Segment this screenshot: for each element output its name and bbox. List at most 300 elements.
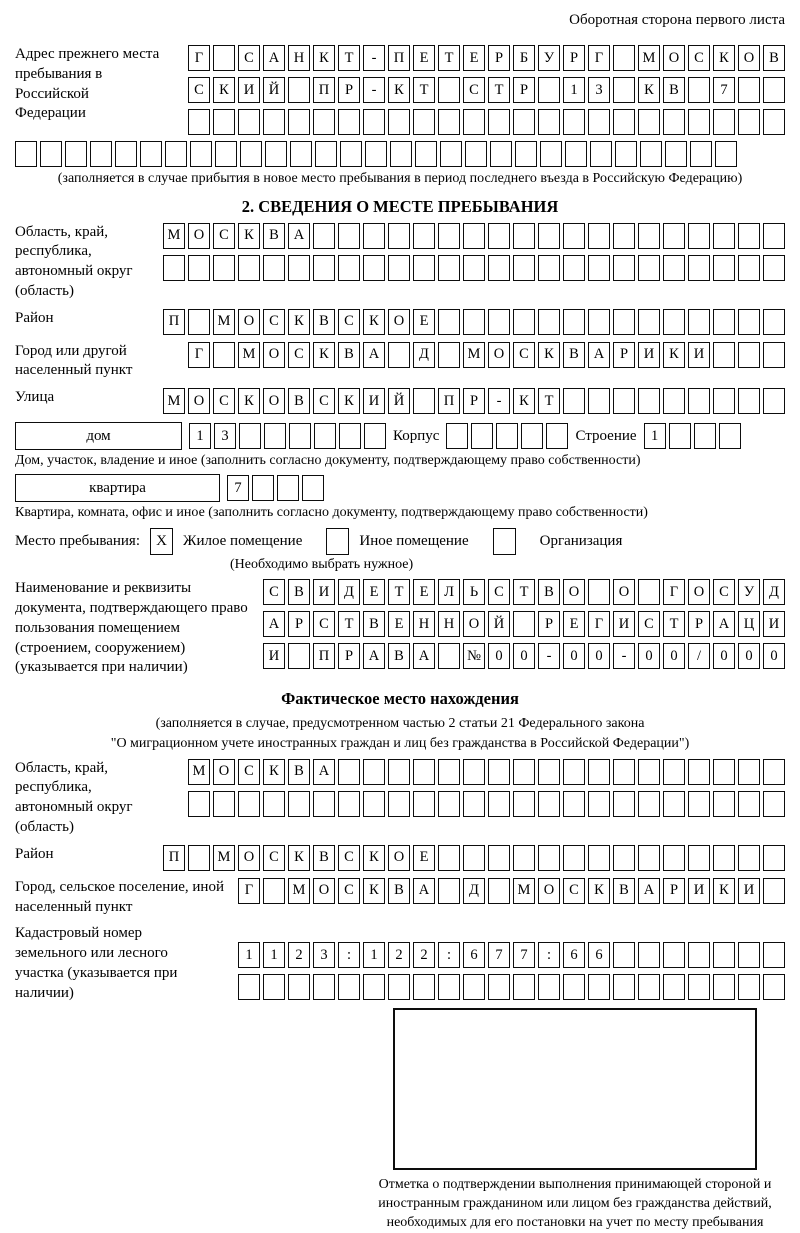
char-cell[interactable]: [438, 845, 460, 871]
char-cell[interactable]: А: [288, 223, 310, 249]
char-cell[interactable]: Н: [288, 45, 310, 71]
char-cell[interactable]: [513, 791, 535, 817]
char-cell[interactable]: [763, 309, 785, 335]
char-cell[interactable]: [438, 77, 460, 103]
char-cell[interactable]: К: [238, 388, 260, 414]
char-cell[interactable]: [338, 791, 360, 817]
char-cell[interactable]: 7: [488, 942, 510, 968]
char-cell[interactable]: [263, 878, 285, 904]
char-cell[interactable]: [513, 974, 535, 1000]
checkbox-other-premises[interactable]: [326, 528, 349, 555]
char-cell[interactable]: А: [363, 342, 385, 368]
char-cell[interactable]: 0: [513, 643, 535, 669]
char-cell[interactable]: 0: [738, 643, 760, 669]
char-cell[interactable]: [638, 942, 660, 968]
char-cell[interactable]: Т: [663, 611, 685, 637]
char-cell[interactable]: [688, 109, 710, 135]
char-cell[interactable]: О: [238, 845, 260, 871]
char-cell[interactable]: И: [363, 388, 385, 414]
char-cell[interactable]: 2: [388, 942, 410, 968]
char-cell[interactable]: Т: [413, 77, 435, 103]
char-cell[interactable]: Й: [488, 611, 510, 637]
char-cell[interactable]: Л: [438, 579, 460, 605]
char-cell[interactable]: Т: [388, 579, 410, 605]
char-cell[interactable]: [188, 845, 210, 871]
char-cell[interactable]: 2: [413, 942, 435, 968]
char-cell[interactable]: И: [763, 611, 785, 637]
char-cell[interactable]: [215, 141, 237, 167]
char-cell[interactable]: К: [288, 309, 310, 335]
char-cell[interactable]: С: [263, 309, 285, 335]
char-cell[interactable]: С: [563, 878, 585, 904]
char-cell[interactable]: О: [263, 342, 285, 368]
char-cell[interactable]: 1: [189, 423, 211, 449]
char-cell[interactable]: 6: [563, 942, 585, 968]
char-cell[interactable]: [615, 141, 637, 167]
char-cell[interactable]: [638, 223, 660, 249]
char-cell[interactable]: Е: [363, 579, 385, 605]
char-cell[interactable]: [513, 611, 535, 637]
char-cell[interactable]: [663, 388, 685, 414]
char-cell[interactable]: [438, 791, 460, 817]
char-cell[interactable]: [513, 759, 535, 785]
char-cell[interactable]: -: [363, 77, 385, 103]
char-cell[interactable]: [713, 942, 735, 968]
char-cell[interactable]: [213, 255, 235, 281]
checkbox-organization[interactable]: [493, 528, 516, 555]
char-cell[interactable]: В: [538, 579, 560, 605]
char-cell[interactable]: Г: [188, 342, 210, 368]
char-cell[interactable]: [538, 759, 560, 785]
char-cell[interactable]: В: [763, 45, 785, 71]
char-cell[interactable]: [463, 791, 485, 817]
char-cell[interactable]: [688, 845, 710, 871]
char-cell[interactable]: [663, 942, 685, 968]
char-cell[interactable]: С: [213, 223, 235, 249]
char-cell[interactable]: [165, 141, 187, 167]
char-cell[interactable]: К: [338, 388, 360, 414]
char-cell[interactable]: [663, 109, 685, 135]
char-cell[interactable]: [669, 423, 691, 449]
char-cell[interactable]: [288, 255, 310, 281]
char-cell[interactable]: [513, 845, 535, 871]
char-cell[interactable]: [239, 423, 261, 449]
char-cell[interactable]: А: [638, 878, 660, 904]
char-cell[interactable]: [488, 109, 510, 135]
char-cell[interactable]: [638, 309, 660, 335]
char-cell[interactable]: О: [188, 388, 210, 414]
char-cell[interactable]: С: [313, 388, 335, 414]
char-cell[interactable]: [738, 974, 760, 1000]
checkbox-residential[interactable]: X: [150, 528, 173, 555]
char-cell[interactable]: О: [488, 342, 510, 368]
char-cell[interactable]: К: [363, 845, 385, 871]
char-cell[interactable]: [538, 223, 560, 249]
char-cell[interactable]: Д: [413, 342, 435, 368]
char-cell[interactable]: А: [263, 45, 285, 71]
char-cell[interactable]: [738, 109, 760, 135]
char-cell[interactable]: Р: [288, 611, 310, 637]
char-cell[interactable]: [713, 388, 735, 414]
char-cell[interactable]: :: [438, 942, 460, 968]
char-cell[interactable]: В: [663, 77, 685, 103]
char-cell[interactable]: [688, 309, 710, 335]
char-cell[interactable]: [638, 974, 660, 1000]
char-cell[interactable]: М: [513, 878, 535, 904]
char-cell[interactable]: М: [213, 845, 235, 871]
char-cell[interactable]: [513, 223, 535, 249]
char-cell[interactable]: [613, 255, 635, 281]
char-cell[interactable]: [40, 141, 62, 167]
char-cell[interactable]: [588, 579, 610, 605]
char-cell[interactable]: Р: [338, 77, 360, 103]
char-cell[interactable]: Н: [438, 611, 460, 637]
char-cell[interactable]: [488, 309, 510, 335]
char-cell[interactable]: С: [338, 878, 360, 904]
char-cell[interactable]: У: [738, 579, 760, 605]
apartment-type-box[interactable]: квартира: [15, 474, 220, 502]
char-cell[interactable]: [588, 791, 610, 817]
char-cell[interactable]: [738, 845, 760, 871]
char-cell[interactable]: [314, 423, 336, 449]
char-cell[interactable]: Й: [388, 388, 410, 414]
char-cell[interactable]: [613, 791, 635, 817]
char-cell[interactable]: [613, 942, 635, 968]
char-cell[interactable]: [438, 342, 460, 368]
char-cell[interactable]: [413, 223, 435, 249]
char-cell[interactable]: [688, 759, 710, 785]
char-cell[interactable]: [713, 109, 735, 135]
char-cell[interactable]: [213, 109, 235, 135]
char-cell[interactable]: [413, 109, 435, 135]
char-cell[interactable]: Р: [338, 643, 360, 669]
char-cell[interactable]: [565, 141, 587, 167]
char-cell[interactable]: [640, 141, 662, 167]
char-cell[interactable]: П: [163, 309, 185, 335]
char-cell[interactable]: В: [563, 342, 585, 368]
char-cell[interactable]: :: [538, 942, 560, 968]
char-cell[interactable]: К: [538, 342, 560, 368]
char-cell[interactable]: [588, 388, 610, 414]
char-cell[interactable]: [763, 223, 785, 249]
char-cell[interactable]: Г: [188, 45, 210, 71]
char-cell[interactable]: И: [638, 342, 660, 368]
char-cell[interactable]: А: [313, 759, 335, 785]
char-cell[interactable]: С: [463, 77, 485, 103]
char-cell[interactable]: [763, 109, 785, 135]
char-cell[interactable]: [738, 223, 760, 249]
char-cell[interactable]: Г: [663, 579, 685, 605]
char-cell[interactable]: [338, 255, 360, 281]
char-cell[interactable]: [613, 759, 635, 785]
char-cell[interactable]: С: [713, 579, 735, 605]
char-cell[interactable]: [363, 974, 385, 1000]
char-cell[interactable]: [613, 974, 635, 1000]
char-cell[interactable]: Р: [563, 45, 585, 71]
char-cell[interactable]: Ц: [738, 611, 760, 637]
char-cell[interactable]: Р: [513, 77, 535, 103]
char-cell[interactable]: [238, 791, 260, 817]
char-cell[interactable]: [588, 845, 610, 871]
char-cell[interactable]: /: [688, 643, 710, 669]
char-cell[interactable]: [438, 255, 460, 281]
char-cell[interactable]: И: [688, 878, 710, 904]
char-cell[interactable]: [713, 845, 735, 871]
char-cell[interactable]: А: [413, 643, 435, 669]
char-cell[interactable]: О: [463, 611, 485, 637]
char-cell[interactable]: [563, 974, 585, 1000]
char-cell[interactable]: [140, 141, 162, 167]
char-cell[interactable]: П: [438, 388, 460, 414]
char-cell[interactable]: [313, 974, 335, 1000]
char-cell[interactable]: 0: [663, 643, 685, 669]
char-cell[interactable]: В: [313, 845, 335, 871]
char-cell[interactable]: [613, 309, 635, 335]
house-type-box[interactable]: дом: [15, 422, 182, 450]
char-cell[interactable]: [188, 109, 210, 135]
char-cell[interactable]: К: [313, 45, 335, 71]
char-cell[interactable]: [388, 342, 410, 368]
char-cell[interactable]: С: [238, 759, 260, 785]
char-cell[interactable]: [213, 791, 235, 817]
char-cell[interactable]: [763, 791, 785, 817]
char-cell[interactable]: [190, 141, 212, 167]
char-cell[interactable]: [463, 845, 485, 871]
char-cell[interactable]: С: [338, 845, 360, 871]
char-cell[interactable]: Р: [463, 388, 485, 414]
char-cell[interactable]: [488, 878, 510, 904]
char-cell[interactable]: [613, 77, 635, 103]
char-cell[interactable]: 3: [214, 423, 236, 449]
char-cell[interactable]: [388, 759, 410, 785]
char-cell[interactable]: А: [363, 643, 385, 669]
char-cell[interactable]: О: [263, 388, 285, 414]
char-cell[interactable]: [688, 942, 710, 968]
char-cell[interactable]: [563, 845, 585, 871]
char-cell[interactable]: [738, 759, 760, 785]
char-cell[interactable]: О: [238, 309, 260, 335]
char-cell[interactable]: К: [363, 878, 385, 904]
char-cell[interactable]: [488, 223, 510, 249]
char-cell[interactable]: К: [263, 759, 285, 785]
char-cell[interactable]: [488, 759, 510, 785]
char-cell[interactable]: [288, 974, 310, 1000]
char-cell[interactable]: [277, 475, 299, 501]
char-cell[interactable]: [252, 475, 274, 501]
char-cell[interactable]: [390, 141, 412, 167]
char-cell[interactable]: [163, 255, 185, 281]
char-cell[interactable]: Т: [538, 388, 560, 414]
char-cell[interactable]: [638, 791, 660, 817]
char-cell[interactable]: [90, 141, 112, 167]
char-cell[interactable]: С: [238, 45, 260, 71]
char-cell[interactable]: [288, 109, 310, 135]
char-cell[interactable]: [313, 255, 335, 281]
char-cell[interactable]: Д: [463, 878, 485, 904]
char-cell[interactable]: Д: [763, 579, 785, 605]
char-cell[interactable]: [413, 388, 435, 414]
char-cell[interactable]: [438, 878, 460, 904]
char-cell[interactable]: -: [488, 388, 510, 414]
char-cell[interactable]: -: [538, 643, 560, 669]
char-cell[interactable]: [663, 791, 685, 817]
char-cell[interactable]: 1: [263, 942, 285, 968]
char-cell[interactable]: [663, 974, 685, 1000]
char-cell[interactable]: Е: [413, 45, 435, 71]
char-cell[interactable]: [415, 141, 437, 167]
char-cell[interactable]: [488, 791, 510, 817]
char-cell[interactable]: [738, 255, 760, 281]
char-cell[interactable]: [638, 845, 660, 871]
char-cell[interactable]: В: [313, 309, 335, 335]
char-cell[interactable]: [188, 255, 210, 281]
char-cell[interactable]: [513, 109, 535, 135]
char-cell[interactable]: В: [388, 878, 410, 904]
char-cell[interactable]: [538, 109, 560, 135]
char-cell[interactable]: [265, 141, 287, 167]
char-cell[interactable]: И: [263, 643, 285, 669]
char-cell[interactable]: Б: [513, 45, 535, 71]
char-cell[interactable]: [463, 223, 485, 249]
char-cell[interactable]: М: [213, 309, 235, 335]
char-cell[interactable]: Т: [338, 611, 360, 637]
char-cell[interactable]: В: [263, 223, 285, 249]
char-cell[interactable]: М: [238, 342, 260, 368]
char-cell[interactable]: В: [338, 342, 360, 368]
char-cell[interactable]: [388, 109, 410, 135]
char-cell[interactable]: [513, 309, 535, 335]
char-cell[interactable]: Е: [413, 579, 435, 605]
char-cell[interactable]: И: [313, 579, 335, 605]
char-cell[interactable]: М: [463, 342, 485, 368]
char-cell[interactable]: [338, 223, 360, 249]
char-cell[interactable]: [463, 255, 485, 281]
char-cell[interactable]: [463, 974, 485, 1000]
char-cell[interactable]: 7: [513, 942, 535, 968]
char-cell[interactable]: 3: [588, 77, 610, 103]
char-cell[interactable]: В: [288, 388, 310, 414]
char-cell[interactable]: 0: [588, 643, 610, 669]
char-cell[interactable]: [289, 423, 311, 449]
char-cell[interactable]: А: [713, 611, 735, 637]
char-cell[interactable]: [713, 342, 735, 368]
char-cell[interactable]: [763, 759, 785, 785]
char-cell[interactable]: [738, 77, 760, 103]
char-cell[interactable]: Т: [513, 579, 535, 605]
char-cell[interactable]: [263, 255, 285, 281]
char-cell[interactable]: [588, 223, 610, 249]
char-cell[interactable]: [338, 759, 360, 785]
char-cell[interactable]: Г: [588, 611, 610, 637]
char-cell[interactable]: [440, 141, 462, 167]
char-cell[interactable]: [538, 309, 560, 335]
char-cell[interactable]: 0: [488, 643, 510, 669]
char-cell[interactable]: [588, 759, 610, 785]
char-cell[interactable]: С: [638, 611, 660, 637]
char-cell[interactable]: [763, 942, 785, 968]
char-cell[interactable]: [288, 77, 310, 103]
char-cell[interactable]: [613, 845, 635, 871]
char-cell[interactable]: С: [263, 845, 285, 871]
char-cell[interactable]: С: [263, 579, 285, 605]
char-cell[interactable]: [438, 643, 460, 669]
char-cell[interactable]: [763, 388, 785, 414]
char-cell[interactable]: [363, 109, 385, 135]
char-cell[interactable]: Е: [388, 611, 410, 637]
char-cell[interactable]: [713, 759, 735, 785]
char-cell[interactable]: [663, 255, 685, 281]
char-cell[interactable]: К: [313, 342, 335, 368]
char-cell[interactable]: [363, 759, 385, 785]
char-cell[interactable]: [288, 791, 310, 817]
char-cell[interactable]: Е: [463, 45, 485, 71]
char-cell[interactable]: В: [363, 611, 385, 637]
char-cell[interactable]: [490, 141, 512, 167]
char-cell[interactable]: О: [663, 45, 685, 71]
char-cell[interactable]: [663, 309, 685, 335]
char-cell[interactable]: [364, 423, 386, 449]
char-cell[interactable]: К: [713, 45, 735, 71]
char-cell[interactable]: [388, 255, 410, 281]
char-cell[interactable]: -: [613, 643, 635, 669]
char-cell[interactable]: [563, 309, 585, 335]
char-cell[interactable]: [590, 141, 612, 167]
char-cell[interactable]: Н: [413, 611, 435, 637]
char-cell[interactable]: В: [288, 759, 310, 785]
char-cell[interactable]: 1: [363, 942, 385, 968]
char-cell[interactable]: [313, 791, 335, 817]
char-cell[interactable]: О: [188, 223, 210, 249]
char-cell[interactable]: [638, 759, 660, 785]
char-cell[interactable]: [15, 141, 37, 167]
char-cell[interactable]: [238, 974, 260, 1000]
char-cell[interactable]: [363, 223, 385, 249]
char-cell[interactable]: Е: [413, 309, 435, 335]
char-cell[interactable]: 0: [638, 643, 660, 669]
char-cell[interactable]: О: [388, 309, 410, 335]
char-cell[interactable]: [313, 109, 335, 135]
char-cell[interactable]: [365, 141, 387, 167]
char-cell[interactable]: О: [313, 878, 335, 904]
char-cell[interactable]: [715, 141, 737, 167]
char-cell[interactable]: О: [213, 759, 235, 785]
char-cell[interactable]: [638, 255, 660, 281]
char-cell[interactable]: [713, 255, 735, 281]
char-cell[interactable]: П: [388, 45, 410, 71]
char-cell[interactable]: [638, 109, 660, 135]
char-cell[interactable]: К: [588, 878, 610, 904]
char-cell[interactable]: К: [288, 845, 310, 871]
char-cell[interactable]: С: [188, 77, 210, 103]
char-cell[interactable]: [763, 255, 785, 281]
char-cell[interactable]: [238, 255, 260, 281]
char-cell[interactable]: 0: [763, 643, 785, 669]
char-cell[interactable]: [688, 223, 710, 249]
char-cell[interactable]: -: [363, 45, 385, 71]
char-cell[interactable]: Р: [613, 342, 635, 368]
char-cell[interactable]: [540, 141, 562, 167]
char-cell[interactable]: [763, 974, 785, 1000]
char-cell[interactable]: [563, 388, 585, 414]
char-cell[interactable]: [413, 974, 435, 1000]
char-cell[interactable]: [763, 878, 785, 904]
char-cell[interactable]: [588, 309, 610, 335]
char-cell[interactable]: [238, 109, 260, 135]
char-cell[interactable]: Г: [588, 45, 610, 71]
char-cell[interactable]: [563, 223, 585, 249]
char-cell[interactable]: К: [388, 77, 410, 103]
char-cell[interactable]: [338, 974, 360, 1000]
